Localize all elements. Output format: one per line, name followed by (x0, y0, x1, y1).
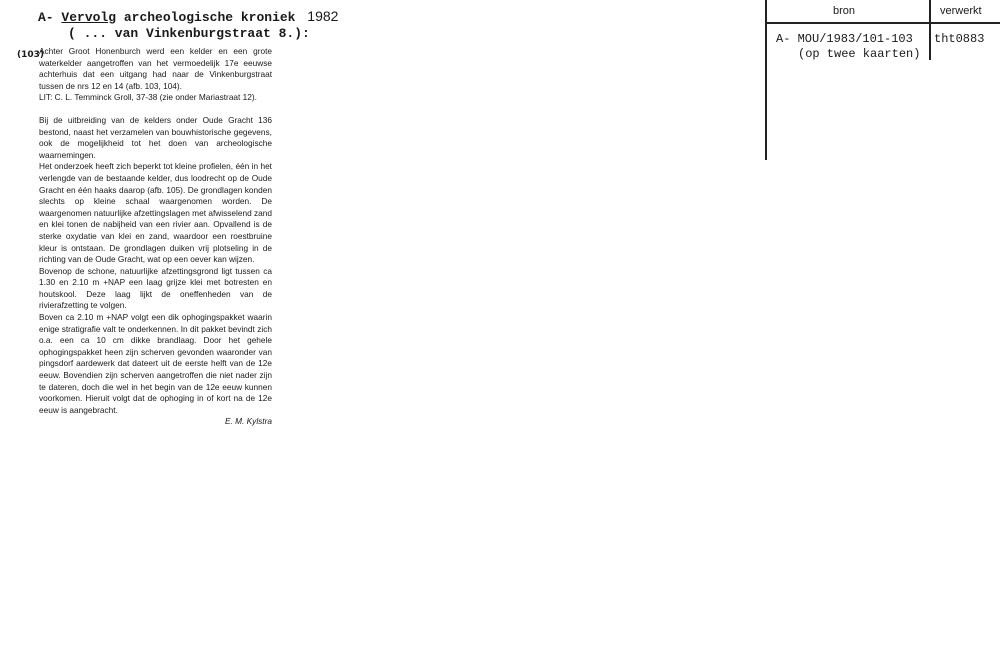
paragraph-4: Bovenop de schone, natuurlijke afzettingsgrond ligt tussen ca 1.30 en 2.10 m +NAP een laag grijze klei met botresten en houtskool. Deze laag lijkt de oneffenheden van de rivierafzetting te volgen. (39, 265, 272, 311)
article-body (39, 46, 272, 428)
heading-underlined-word: Vervolg (61, 10, 117, 25)
archive-ledger (765, 0, 1000, 160)
ledger-header-rule (765, 22, 1000, 24)
ledger-left-rule (765, 0, 767, 160)
paragraph-1: Achter Groot Honenburch werd een kelder en een grote waterkelder aangetroffen van het vermoedelijk 17e eeuwse achterhuis dat een uitgang had naar de Vinkenburgstraat tussen de nrs 12 en 14 (afb. 103, 104). (39, 46, 272, 91)
heading-year: 1982 (307, 8, 339, 24)
heading-title: archeologische kroniek (123, 10, 296, 25)
paragraph-gap (39, 104, 272, 115)
ledger-column-rule (929, 0, 931, 60)
ledger-processed-code: tht0883 (934, 32, 985, 46)
heading-title-line (38, 8, 339, 26)
paragraph-2: Bij de uitbreiding van de kelders onder Oude Gracht 136 bestond, naast het verzamelen van bouwhistorische gegevens, ook de mogelijkheid tot het doen van archeologische waarnemingen. (39, 114, 272, 160)
author-signature: E. M. Kylstra (224, 416, 272, 427)
ledger-source-ref: A- MOU/1983/101-103 (776, 32, 913, 46)
ledger-header-bron: bron (833, 5, 856, 17)
paragraph-5: Boven ca 2.10 m +NAP volgt een dik ophogingspakket waarin enige stratigrafie valt te onderkennen. In dit pakket bevindt zich o.a. een ca 10 cm dikke brandlaag. Door het gehele ophogingspakket heen zijn scherven gevonden waaronder van pingsdorf aardewerk dat dateert uit de eerste helft van de 12e eeuw. Bovendien zijn scherven aangetroffen die niet nader zijn te dateren, doch die wel in het begin van de 12e eeuw kunnen voorkomen. Hieruit volgt dat de ophoging in of kort na de 12e eeuw is aangebracht. (39, 312, 272, 415)
document-heading (38, 8, 339, 42)
heading-prefix: A- (38, 10, 54, 25)
entry-number: (103) (17, 50, 45, 60)
ledger-source-note: (op twee kaarten) (798, 47, 921, 61)
literature-reference: LIT: C. L. Temminck Groll, 37-38 (zie onder Mariastraat 12). (39, 92, 257, 103)
paragraph-3: Het onderzoek heeft zich beperkt tot kleine profielen, één in het verlengde van de bestaande kelder, dus loodrecht op de Oude Gracht en één haaks daarop (afb. 105). De grondlagen konden slechts op kleine schaal waargenomen worden. De waargenomen natuurlijke afzettingslagen met afwisselend zand en klei tonen de nabijheid van een rivier aan. Opvallend is de sterke oxydatie van klei en zand, waardoor een roestbruine kleur is ontstaan. De grondlagen duiken vrij plotseling in de richting van de Oude Gracht, wat op een oever kan wijzen. (39, 161, 272, 265)
ledger-source (776, 32, 920, 62)
heading-subtitle: ( ... van Vinkenburgstraat 8.): (68, 26, 310, 41)
ledger-header-verwerkt: verwerkt (940, 5, 982, 17)
